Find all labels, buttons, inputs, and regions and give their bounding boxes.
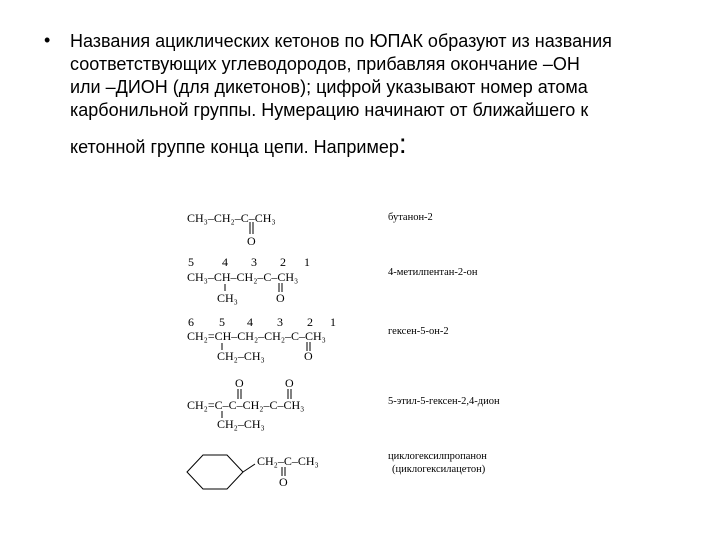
- ex3-number-1: 1: [330, 315, 336, 329]
- paragraph-line-2: соответствующих углеводородов, прибавляя окончание –ОН: [70, 54, 580, 74]
- ex5-formula: CH₂–C–CH₃: [257, 454, 319, 468]
- ex5-ring-bond: [243, 464, 255, 472]
- ex2-number-3: 3: [251, 255, 257, 269]
- ex2-number-4: 4: [222, 255, 228, 269]
- ex3-number-3: 3: [277, 315, 283, 329]
- cyclohexane-ring: [187, 455, 243, 489]
- ex3-oxygen: O: [304, 349, 313, 363]
- ex3-substituent: CH₂–CH₃: [217, 349, 265, 363]
- ex4-substituent: CH₂–CH₃: [217, 417, 265, 431]
- ex4-formula: CH₂=C–C–CH₂–C–CH₃: [187, 398, 305, 412]
- ex2-name: 4-метилпентан-2-он: [388, 267, 478, 278]
- ex4-oxygen-1: O: [235, 376, 244, 390]
- ex3-formula: CH₂=CH–CH₂–CH₂–C–CH₃: [187, 329, 326, 343]
- ex4-oxygen-2: O: [285, 376, 294, 390]
- ex1-name: бутанон-2: [388, 212, 433, 223]
- paragraph-line-4: карбонильной группы. Нумерацию начинают от ближайшего к: [70, 100, 589, 120]
- ex2-oxygen: O: [276, 291, 285, 305]
- paragraph-line-1: Названия ациклических кетонов по ЮПАК образуют из названия: [70, 31, 612, 51]
- ex1-formula: CH₃–CH₂–C–CH₃: [187, 211, 276, 225]
- ex1-oxygen: O: [247, 234, 256, 248]
- ex2-number-1: 1: [304, 255, 310, 269]
- ex3-number-4: 4: [247, 315, 253, 329]
- ex2-number-5: 5: [188, 255, 194, 269]
- ex2-formula: CH₃–CH–CH₂–C–CH₃: [187, 270, 299, 284]
- ex5-name-alt: (циклогексилацетон): [392, 464, 486, 475]
- ex5-oxygen: O: [279, 475, 288, 489]
- ex3-name: гексен-5-он-2: [388, 326, 449, 337]
- ex3-number-2: 2: [307, 315, 313, 329]
- ex5-name: циклогексилпропанон: [388, 451, 487, 462]
- paragraph-line-5-text: кетонной группе конца цепи. Например: [70, 137, 399, 157]
- ex3-number-6: 6: [188, 315, 194, 329]
- paragraph-line-3: или –ДИОН (для дикетонов); цифрой указывают номер атома: [70, 77, 588, 97]
- bullet-marker: •: [44, 30, 51, 50]
- ex2-number-2: 2: [280, 255, 286, 269]
- ex3-number-5: 5: [219, 315, 225, 329]
- ex2-substituent: CH₃: [217, 291, 238, 305]
- paragraph-colon: :: [398, 128, 407, 159]
- ex4-name: 5-этил-5-гексен-2,4-дион: [388, 396, 500, 407]
